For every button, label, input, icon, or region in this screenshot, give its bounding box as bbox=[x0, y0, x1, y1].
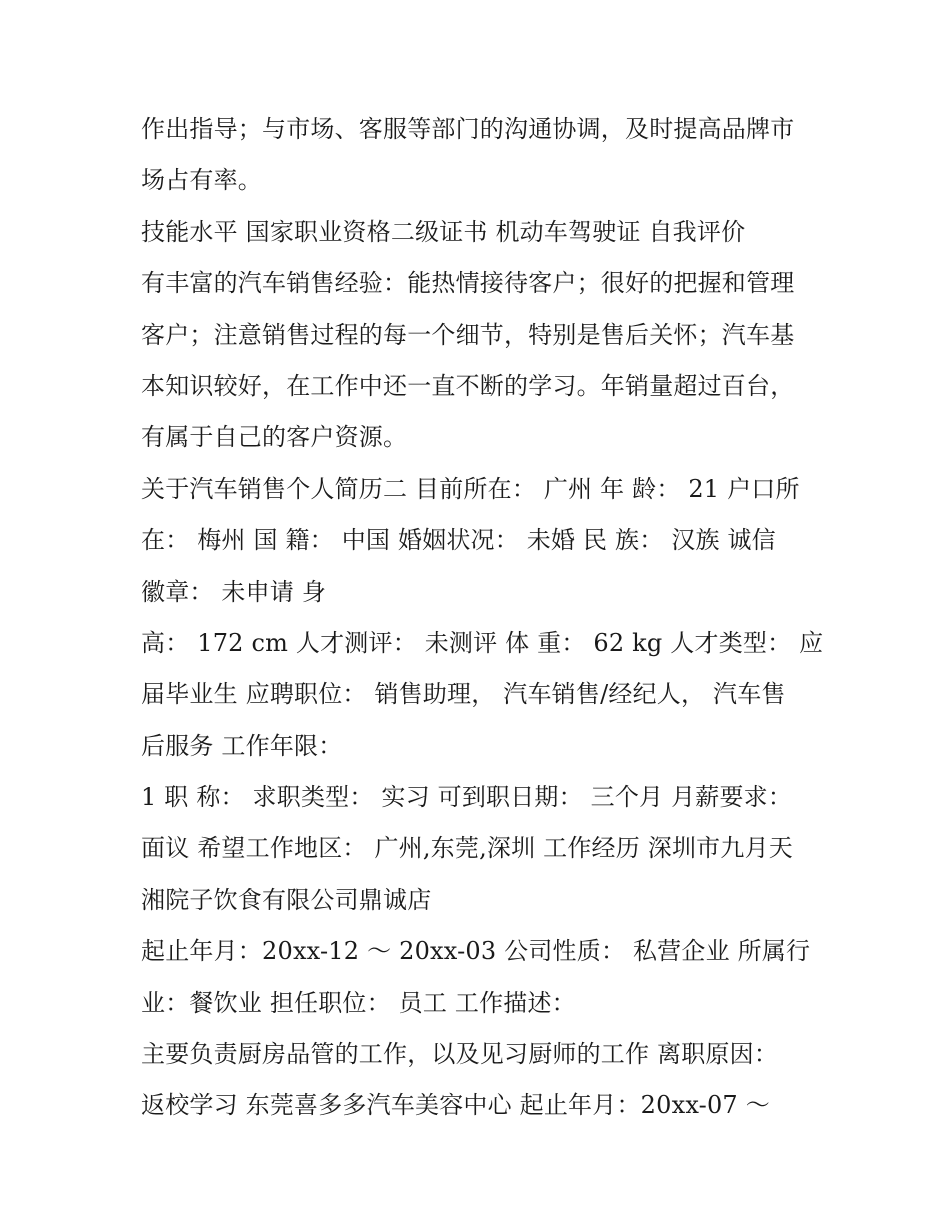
text-line: 有属于自己的客户资源。 bbox=[141, 423, 408, 452]
text-line: 返校学习 东莞喜多多汽车美容中心 起止年月：20xx-07 ～ bbox=[141, 1091, 770, 1120]
text-line: 在： 梅州 国 籍： 中国 婚姻状况： 未婚 民 族： 汉族 诚信 bbox=[141, 526, 776, 555]
text-line: 本知识较好，在工作中还一直不断的学习。年销量超过百台， bbox=[141, 371, 795, 400]
text-line: 1 职 称： 求职类型： 实习 可到职日期： 三个月 月薪要求： bbox=[141, 783, 793, 812]
text-line: 有丰富的汽车销售经验：能热情接待客户；很好的把握和管理 bbox=[141, 269, 795, 298]
text-line: 高： 172 cm 人才测评： 未测评 体 重： 62 kg 人才类型： 应 bbox=[141, 628, 824, 657]
text-line: 客户；注意销售过程的每一个细节，特别是售后关怀；汽车基 bbox=[141, 320, 795, 349]
document-body bbox=[141, 104, 831, 1132]
text-line: 作出指导；与市场、客服等部门的沟通协调，及时提高品牌市 bbox=[141, 115, 795, 143]
text-line: 后服务 工作年限： bbox=[141, 731, 343, 760]
text-line: 湘院子饮食有限公司鼎诚店 bbox=[141, 885, 432, 914]
text-line: 主要负责厨房品管的工作，以及见习厨师的工作 离职原因： bbox=[141, 1040, 779, 1069]
text-line: 技能水平 国家职业资格二级证书 机动车驾驶证 自我评价 bbox=[141, 217, 746, 246]
text-line: 届毕业生 应聘职位： 销售助理， 汽车销售/经纪人， 汽车售 bbox=[141, 680, 786, 709]
text-line: 场占有率。 bbox=[141, 166, 262, 195]
text-line: 面议 希望工作地区： 广州,东莞,深圳 工作经历 深圳市九月天 bbox=[141, 834, 793, 863]
text-line: 起止年月：20xx-12 ～ 20xx-03 公司性质： 私营企业 所属行 bbox=[141, 937, 811, 966]
text-line: 业：餐饮业 担任职位： 员工 工作描述： bbox=[141, 988, 576, 1017]
text-line: 关于汽车销售个人简历二 目前所在： 广州 年 龄： 21 户口所 bbox=[141, 474, 800, 503]
text-line: 徽章： 未申请 身 bbox=[141, 577, 327, 606]
